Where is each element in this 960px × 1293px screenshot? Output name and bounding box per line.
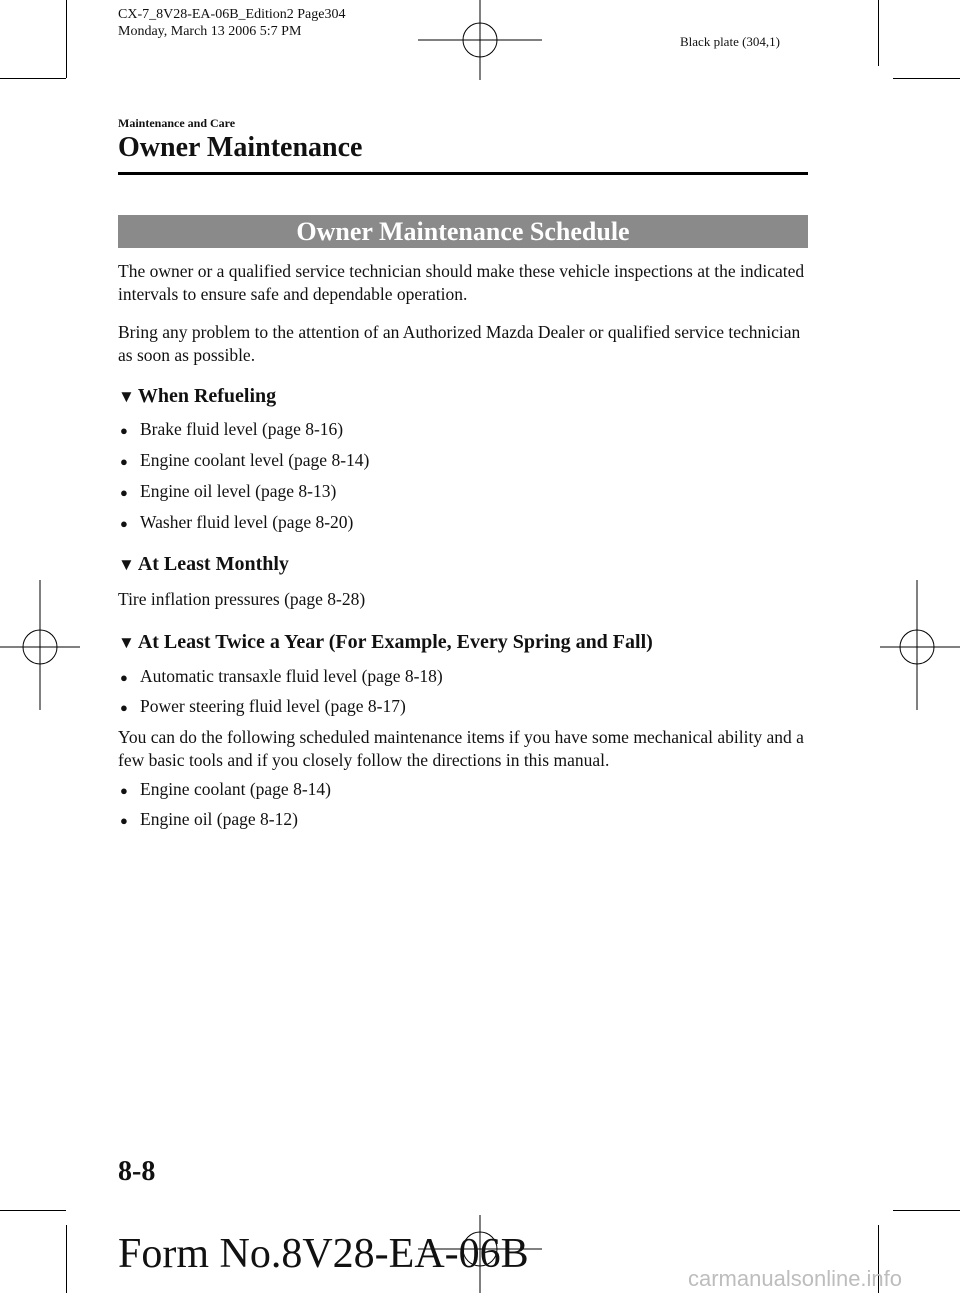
list-item (120, 809, 298, 830)
bullet-icon: ● (120, 485, 128, 500)
crop-mark (66, 1225, 67, 1293)
list-item (120, 696, 406, 717)
form-number: Form No.8V28-EA-06B (118, 1231, 529, 1277)
list-item (120, 666, 443, 687)
intro-paragraph: Bring any problem to the attention of an Authorized Mazda Dealer or qualified service technician as soon as possible. (118, 322, 801, 365)
page-number: 8-8 (118, 1156, 156, 1187)
bullet-icon: ● (120, 813, 128, 828)
list-item-text: Automatic transaxle fluid level (page 8-18) (140, 666, 443, 686)
crop-mark (66, 0, 67, 78)
registration-mark-icon (0, 580, 80, 710)
monthly-heading-text: At Least Monthly (137, 553, 289, 575)
bullet-icon: ● (120, 454, 128, 469)
monthly-heading (118, 553, 289, 576)
list-item (120, 419, 343, 440)
crop-mark (878, 0, 879, 66)
monthly-text: Tire inflation pressures (page 8-28) (118, 589, 366, 609)
list-item (120, 450, 369, 471)
list-item-text: Engine oil level (page 8-13) (140, 481, 337, 501)
list-item (120, 512, 353, 533)
bullet-icon: ● (120, 423, 128, 438)
list-item-text: Power steering fluid level (page 8-17) (140, 696, 406, 716)
header-rule (118, 172, 808, 175)
section-label: Maintenance and Care (118, 116, 236, 130)
crop-mark (0, 78, 66, 79)
refueling-heading-text: When Refueling (137, 385, 277, 407)
list-item (120, 481, 336, 502)
watermark: carmanualsonline.info (688, 1266, 903, 1291)
bullet-icon: ● (120, 783, 128, 798)
twice-year-heading (118, 631, 653, 654)
intro-paragraph: The owner or a qualified service technician should make these vehicle inspections at the indicated intervals to ensure safe and dependable operation. (118, 261, 805, 304)
crop-mark (893, 1210, 960, 1211)
list-item-text: Brake fluid level (page 8-16) (140, 419, 344, 439)
crop-mark (893, 78, 960, 79)
bullet-icon: ● (120, 516, 128, 531)
list-item (120, 779, 331, 800)
list-item-text: Engine coolant level (page 8-14) (140, 450, 370, 470)
triangle-icon: ▼ (118, 633, 135, 652)
chapter-title: Owner Maintenance (118, 132, 363, 163)
manual-note: You can do the following scheduled maintenance items if you have some mechanical ability and a few basic tools and if you closely follow the directions in this manual. (118, 727, 804, 770)
list-item-text: Engine oil (page 8-12) (140, 809, 298, 829)
bullet-icon: ● (120, 670, 128, 685)
registration-mark-icon (880, 580, 960, 710)
print-meta (118, 6, 345, 40)
bullet-icon: ● (120, 700, 128, 715)
registration-mark-icon (418, 0, 542, 80)
print-meta-date: Monday, March 13 2006 5:7 PM (118, 24, 302, 39)
page-title-banner: Owner Maintenance Schedule (118, 215, 808, 248)
triangle-icon: ▼ (118, 555, 135, 574)
twice-year-heading-text: At Least Twice a Year (For Example, Every Spring and Fall) (137, 631, 653, 653)
triangle-icon: ▼ (118, 387, 135, 406)
list-item-text: Engine coolant (page 8-14) (140, 779, 331, 799)
refueling-heading (118, 385, 276, 408)
print-meta-file: CX-7_8V28-EA-06B_Edition2 Page304 (118, 7, 346, 22)
list-item-text: Washer fluid level (page 8-20) (140, 512, 354, 532)
plate-label: Black plate (304,1) (680, 34, 780, 49)
crop-mark (0, 1210, 66, 1211)
